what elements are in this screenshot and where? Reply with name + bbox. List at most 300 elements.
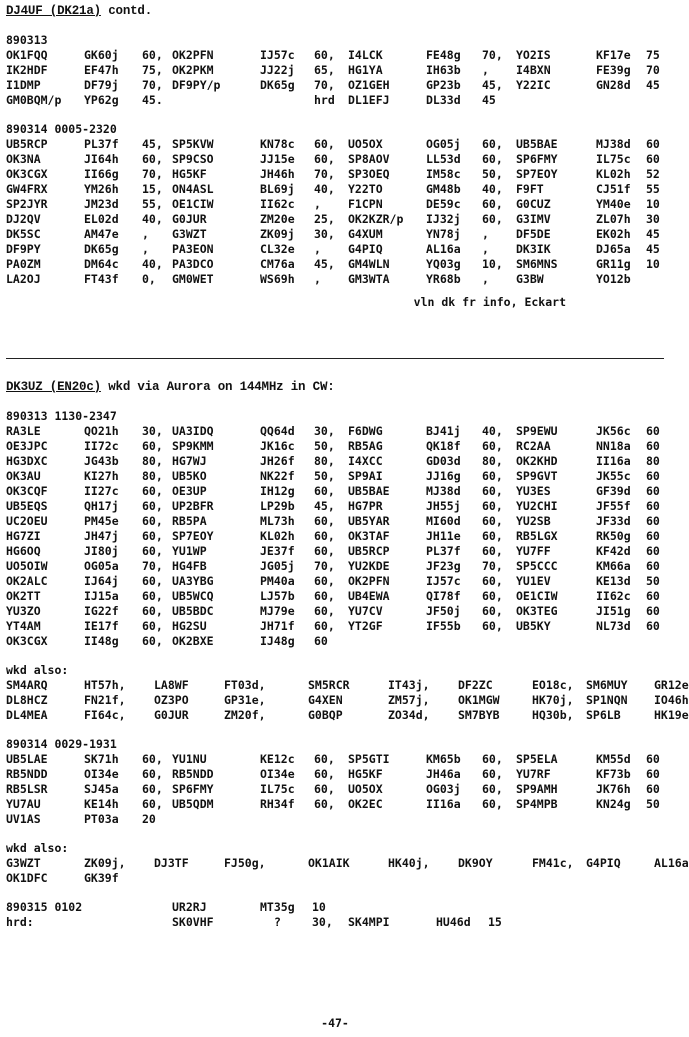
- qso-locator: GP23b: [426, 78, 461, 92]
- qso-value: 60,: [482, 197, 503, 211]
- qso-value: 45,: [314, 499, 335, 513]
- qso-call: UB5EQS: [6, 499, 48, 513]
- info-line: vln dk fr info, Eckart: [413, 295, 566, 309]
- qso-table: [6, 752, 666, 827]
- wkd-call: G4XEN: [308, 693, 343, 707]
- qso-call: HG1YA: [348, 63, 383, 77]
- qso-call: ON4ASL: [172, 182, 214, 196]
- qso-locator: KE12c: [260, 752, 295, 766]
- qso-value: 60,: [314, 619, 335, 633]
- qso-call: GM0WET: [172, 272, 214, 286]
- qso-call: UP2BFR: [172, 499, 214, 513]
- qso-locator: JH46h: [260, 167, 295, 181]
- qso-call: OK2PFN: [172, 48, 214, 62]
- qso-locator: IF55b: [426, 619, 461, 633]
- qso-call: SP2JYR: [6, 197, 48, 211]
- qso-value: 60,: [142, 544, 163, 558]
- qso-value: 65,: [314, 63, 335, 77]
- wkd-locator: ZK09j,: [84, 856, 126, 870]
- qso-locator: GK60j: [84, 48, 119, 62]
- qso-call: OK3TEG: [516, 604, 558, 618]
- table-row: [6, 544, 666, 559]
- wkd-call: LA8WF: [154, 678, 189, 692]
- qso-call: PA3DCO: [172, 257, 214, 271]
- log-date: 890313 1130-2347: [6, 409, 117, 423]
- qso-locator: PM40a: [260, 574, 295, 588]
- qso-call: HG7WJ: [172, 454, 207, 468]
- wkd-also-table: [6, 678, 689, 723]
- qso-locator: NK22f: [260, 469, 295, 483]
- wkd-locator: HQ30b,: [532, 708, 574, 722]
- qso-locator: IH63b: [426, 63, 461, 77]
- wkd-call: SP1NQN: [586, 693, 628, 707]
- qso-table: [6, 48, 666, 108]
- qso-value: 60: [646, 439, 660, 453]
- qso-locator: JH26f: [260, 454, 295, 468]
- qso-call: OK2PFN: [348, 574, 390, 588]
- qso-locator: MT35g: [260, 900, 295, 914]
- qso-call: HG6OQ: [6, 544, 41, 558]
- qso-value: 60,: [314, 604, 335, 618]
- table-row: [6, 619, 666, 634]
- qso-value: ,: [482, 227, 489, 241]
- qso-locator: II16a: [426, 797, 461, 811]
- wkd-call: OK1AIK: [308, 856, 350, 870]
- qso-value: 60: [646, 589, 660, 603]
- qso-value: 45.: [142, 93, 163, 107]
- qso-call: YO2IS: [516, 48, 551, 62]
- qso-value: 52: [646, 167, 660, 181]
- qso-locator: II72c: [84, 439, 119, 453]
- table-row: [6, 152, 666, 167]
- qso-call: YU7FF: [516, 544, 551, 558]
- qso-call: YU2CHI: [516, 499, 558, 513]
- qso-locator: II62c: [596, 589, 631, 603]
- qso-value: 60: [646, 767, 660, 781]
- qso-value: ,: [142, 227, 149, 241]
- qso-value: 10: [646, 257, 660, 271]
- qso-value: 60,: [314, 767, 335, 781]
- qso-value: 60,: [482, 499, 503, 513]
- qso-call: OK3NA: [6, 152, 41, 166]
- qso-locator: II48g: [84, 634, 119, 648]
- qso-call: I4LCK: [348, 48, 383, 62]
- qso-call: LA2OJ: [6, 272, 41, 286]
- qso-call: DL1EFJ: [348, 93, 390, 107]
- qso-locator: QQ64d: [260, 424, 295, 438]
- table-row: [6, 752, 666, 767]
- qso-value: 60,: [314, 48, 335, 62]
- qso-locator: GN28d: [596, 78, 631, 92]
- qso-value: 60: [646, 469, 660, 483]
- qso-locator: EL02d: [84, 212, 119, 226]
- wkd-call: DF2ZC: [458, 678, 493, 692]
- table-row: [6, 514, 666, 529]
- qso-locator: JJ22j: [260, 63, 295, 77]
- qso-locator: MI60d: [426, 514, 461, 528]
- qso-value: 40,: [142, 212, 163, 226]
- wkd-locator: GP31e,: [224, 693, 266, 707]
- qso-call: IK2HDF: [6, 63, 48, 77]
- qso-call: UB5QDM: [172, 797, 214, 811]
- log-date: 890314 0029-1931: [6, 737, 117, 751]
- wkd-call: SM5RCR: [308, 678, 350, 692]
- qso-value: 60,: [142, 604, 163, 618]
- qso-call: HG4FB: [172, 559, 207, 573]
- table-row: [6, 197, 666, 212]
- qso-locator: AM47e: [84, 227, 119, 241]
- qso-call: OK3TAF: [348, 529, 390, 543]
- table-row: [6, 167, 666, 182]
- wkd-locator: GK39f: [84, 871, 119, 885]
- qso-value: 60,: [482, 797, 503, 811]
- qso-call: F1CPN: [348, 197, 383, 211]
- qso-value: 60,: [142, 782, 163, 796]
- qso-locator: KF17e: [596, 48, 631, 62]
- qso-locator: JG43b: [84, 454, 119, 468]
- table-row: [6, 782, 666, 797]
- qso-call: RB5PA: [172, 514, 207, 528]
- qso-call: SP8AOV: [348, 152, 390, 166]
- qso-call: SP5KVW: [172, 137, 214, 151]
- qso-value: 60: [646, 782, 660, 796]
- qso-locator: SK71h: [84, 752, 119, 766]
- qso-value: ,: [482, 63, 489, 77]
- qso-value: 30,: [142, 424, 163, 438]
- qso-locator: NL73d: [596, 619, 631, 633]
- dj4uf-log-blocks: [6, 33, 666, 287]
- qso-call: UO5OIW: [6, 559, 48, 573]
- table-row: [6, 678, 689, 693]
- qso-locator: IL75c: [596, 152, 631, 166]
- qso-call: SM6MNS: [516, 257, 558, 271]
- qso-locator: WS69h: [260, 272, 295, 286]
- qso-value: 50: [646, 574, 660, 588]
- qso-value: 70,: [314, 559, 335, 573]
- qso-value: 60: [646, 137, 660, 151]
- qso-value: 60,: [482, 767, 503, 781]
- qso-call: I4XCC: [348, 454, 383, 468]
- qso-locator: KE14h: [84, 797, 119, 811]
- qso-call: OE3JPC: [6, 439, 48, 453]
- qso-call: YT2GF: [348, 619, 383, 633]
- qso-locator: OG03j: [426, 782, 461, 796]
- qso-value: 60,: [482, 782, 503, 796]
- qso-call: UB5RCP: [348, 544, 390, 558]
- qso-locator: SJ45a: [84, 782, 119, 796]
- qso-locator: PM45e: [84, 514, 119, 528]
- log-date: 890314 0005-2320: [6, 122, 117, 136]
- qso-call: UB5WCQ: [172, 589, 214, 603]
- qso-value: 60: [646, 544, 660, 558]
- qso-locator: KM65b: [426, 752, 461, 766]
- qso-value: 60,: [482, 752, 503, 766]
- qso-value: 60,: [142, 797, 163, 811]
- qso-value: 80,: [314, 454, 335, 468]
- qso-call: RA3LE: [6, 424, 41, 438]
- log-date: 890313: [6, 33, 48, 47]
- qso-value: 60,: [142, 529, 163, 543]
- qso-value: 70,: [142, 78, 163, 92]
- qso-call: YU2KDE: [348, 559, 390, 573]
- qso-call: UC2OEU: [6, 514, 48, 528]
- qso-call: HG7ZI: [6, 529, 41, 543]
- wkd-call: G0BQP: [308, 708, 343, 722]
- qso-value: 60,: [142, 767, 163, 781]
- qso-call: OZ1GEH: [348, 78, 390, 92]
- qso-call: HG3DXC: [6, 454, 48, 468]
- qso-value: 60,: [482, 212, 503, 226]
- qso-locator: JK76h: [596, 782, 631, 796]
- document-page: [6, 4, 666, 310]
- qso-locator: KL02h: [596, 167, 631, 181]
- wkd-call: OK1MGW: [458, 693, 500, 707]
- qso-call: SP9GVT: [516, 469, 558, 483]
- qso-value: 60,: [142, 574, 163, 588]
- qso-call: RC2AA: [516, 439, 551, 453]
- qso-call: PA0ZM: [6, 257, 41, 271]
- wkd-call: SM6MUY: [586, 678, 628, 692]
- table-row: [6, 439, 666, 454]
- qso-call: UB4EWA: [348, 589, 390, 603]
- qso-table: [6, 424, 666, 649]
- qso-locator: JH47j: [84, 529, 119, 543]
- wkd-locator: FM41c,: [532, 856, 574, 870]
- qso-value: ,: [314, 242, 321, 256]
- qso-value: 80,: [142, 469, 163, 483]
- qso-value: 45: [646, 227, 660, 241]
- wkd-locator: IT43j,: [388, 678, 430, 692]
- qso-value: 60,: [482, 529, 503, 543]
- qso-locator: IJ48g: [260, 634, 295, 648]
- wkd-locator: FJ50g,: [224, 856, 266, 870]
- qso-value: 60,: [482, 439, 503, 453]
- qso-call: F9FT: [516, 182, 544, 196]
- qso-call: YU3ES: [516, 484, 551, 498]
- wkd-locator: HK40j,: [388, 856, 430, 870]
- qso-locator: JJ16g: [426, 469, 461, 483]
- qso-call: UB5RCP: [6, 137, 48, 151]
- wkd-locator: IO46h: [654, 693, 689, 707]
- qso-call: G4XUM: [348, 227, 383, 241]
- qso-value: 15,: [142, 182, 163, 196]
- wkd-also-label: wkd also:: [6, 841, 69, 855]
- qso-call: RB5AG: [348, 439, 383, 453]
- qso-call: UR2RJ: [172, 900, 207, 914]
- qso-locator: MJ79e: [260, 604, 295, 618]
- section-call-dk3uz: DK3UZ (EN20c): [6, 380, 101, 394]
- qso-value: 60: [646, 424, 660, 438]
- qso-call: GM4WLN: [348, 257, 390, 271]
- qso-locator: DK65g: [84, 242, 119, 256]
- qso-value: 60,: [482, 544, 503, 558]
- qso-call: G3BW: [516, 272, 544, 286]
- wkd-call: G4PIQ: [586, 856, 621, 870]
- qso-value: 60,: [482, 137, 503, 151]
- wkd-call: G3WZT: [6, 856, 41, 870]
- qso-locator: JI80j: [84, 544, 119, 558]
- qso-value: 10: [312, 900, 326, 914]
- table-row: [6, 93, 666, 108]
- qso-value: 10: [646, 197, 660, 211]
- qso-locator: GF39d: [596, 484, 631, 498]
- qso-value: 60,: [314, 484, 335, 498]
- qso-value: 60,: [314, 514, 335, 528]
- qso-locator: KN78c: [260, 137, 295, 151]
- qso-locator: ZL07h: [596, 212, 631, 226]
- table-row: [6, 78, 666, 93]
- qso-value: ,: [314, 197, 321, 211]
- qso-value: 55,: [142, 197, 163, 211]
- qso-call: YU7RF: [516, 767, 551, 781]
- qso-value: 0,: [142, 272, 156, 286]
- qso-call: G0CUZ: [516, 197, 551, 211]
- qso-call: YU7AU: [6, 797, 41, 811]
- qso-value: 60,: [482, 574, 503, 588]
- qso-value: 70,: [482, 559, 503, 573]
- qso-call: UB5BAE: [348, 484, 390, 498]
- qso-locator: LL53d: [426, 152, 461, 166]
- qso-call: OE1CIW: [172, 197, 214, 211]
- table-row: [6, 182, 666, 197]
- qso-locator: YP62g: [84, 93, 119, 107]
- qso-locator: QK18f: [426, 439, 461, 453]
- qso-locator: IJ57c: [426, 574, 461, 588]
- qso-locator: JF23g: [426, 559, 461, 573]
- qso-locator: KL02h: [260, 529, 295, 543]
- qso-call: HG5KF: [348, 767, 383, 781]
- qso-locator: IE17f: [84, 619, 119, 633]
- qso-value: 60,: [142, 499, 163, 513]
- qso-call: OK3CQF: [6, 484, 48, 498]
- table-row: [6, 227, 666, 242]
- qso-call: DJ2QV: [6, 212, 41, 226]
- qso-locator: AL16a: [426, 242, 461, 256]
- qso-table: [6, 137, 666, 287]
- qso-call: DF9PY/p: [172, 78, 221, 92]
- qso-call: UA3IDQ: [172, 424, 214, 438]
- table-row: [6, 484, 666, 499]
- qso-value: 75: [646, 48, 660, 62]
- qso-call: YT4AM: [6, 619, 41, 633]
- qso-value: 50,: [314, 469, 335, 483]
- qso-call: RB5NDD: [6, 767, 48, 781]
- qso-locator: JG05j: [260, 559, 295, 573]
- qso-locator: YN78j: [426, 227, 461, 241]
- qso-value: 60: [646, 559, 660, 573]
- qso-locator: RH34f: [260, 797, 295, 811]
- wkd-locator: HK19e: [654, 708, 689, 722]
- qso-call: RB5NDD: [172, 767, 214, 781]
- qso-call: RB5LSR: [6, 782, 48, 796]
- qso-value: 55: [646, 182, 660, 196]
- wkd-call: DK9OY: [458, 856, 493, 870]
- qso-locator: II62c: [260, 197, 295, 211]
- qso-value: 60,: [482, 152, 503, 166]
- wkd-locator: GR12e: [654, 678, 689, 692]
- qso-value: 30,: [312, 915, 333, 929]
- qso-call: G3WZT: [172, 227, 207, 241]
- qso-locator: PT03a: [84, 812, 119, 826]
- qso-call: SP9AI: [348, 469, 383, 483]
- wkd-call: DL4MEA: [6, 708, 48, 722]
- qso-locator: JF55f: [596, 499, 631, 513]
- qso-value: ,: [482, 242, 489, 256]
- qso-call: OE1CIW: [516, 589, 558, 603]
- qso-locator: QO21h: [84, 424, 119, 438]
- wkd-locator: ZM57j,: [388, 693, 430, 707]
- qso-call: SP9AMH: [516, 782, 558, 796]
- qso-value: 60,: [482, 619, 503, 633]
- qso-value: 70,: [142, 559, 163, 573]
- qso-locator: QH17j: [84, 499, 119, 513]
- qso-call: GM0BQM/p: [6, 93, 62, 107]
- section-heading-dk3uz: [6, 380, 666, 395]
- table-row: [6, 797, 666, 812]
- qso-call: OK3AU: [6, 469, 41, 483]
- qso-call: HG7PR: [348, 499, 383, 513]
- qso-call: YU2SB: [516, 514, 551, 528]
- qso-value: 60: [646, 499, 660, 513]
- qso-call: SP6FMY: [516, 152, 558, 166]
- qso-locator: GM48b: [426, 182, 461, 196]
- qso-locator: RK50g: [596, 529, 631, 543]
- qso-call: SP6FMY: [172, 782, 214, 796]
- qso-call: YU1WP: [172, 544, 207, 558]
- qso-locator: IJ15a: [84, 589, 119, 603]
- qso-call: UB5KO: [172, 469, 207, 483]
- section-suffix-dj4uf: contd.: [100, 4, 153, 18]
- wkd-also-label: wkd also:: [6, 663, 69, 677]
- qso-call: OK3CGX: [6, 634, 48, 648]
- table-row: [6, 589, 666, 604]
- qso-locator: EF47h: [84, 63, 119, 77]
- table-row: [6, 454, 666, 469]
- qso-locator: II66g: [84, 167, 119, 181]
- qso-locator: JE37f: [260, 544, 295, 558]
- qso-call: SP5GTI: [348, 752, 390, 766]
- qso-value: 75,: [142, 63, 163, 77]
- qso-call: G3IMV: [516, 212, 551, 226]
- qso-value: 60,: [142, 634, 163, 648]
- qso-locator: OG05j: [426, 137, 461, 151]
- qso-value: 60,: [142, 752, 163, 766]
- qso-call: YU7CV: [348, 604, 383, 618]
- section-call-dj4uf: DJ4UF (DK21a): [6, 4, 101, 18]
- qso-locator: CM76a: [260, 257, 295, 271]
- qso-locator: JJ15e: [260, 152, 295, 166]
- qso-call: G4PIQ: [348, 242, 383, 256]
- qso-locator: IH12g: [260, 484, 295, 498]
- qso-locator: KN24g: [596, 797, 631, 811]
- qso-locator: OG05a: [84, 559, 119, 573]
- qso-call: DF9PY: [6, 242, 41, 256]
- qso-call: OK1FQQ: [6, 48, 48, 62]
- qso-value: 45: [646, 78, 660, 92]
- qso-call: I4BXN: [516, 63, 551, 77]
- table-row: [6, 604, 666, 619]
- qso-value: 70,: [482, 48, 503, 62]
- qso-call: YU1NU: [172, 752, 207, 766]
- qso-value: 80,: [482, 454, 503, 468]
- qso-locator: MJ38d: [596, 137, 631, 151]
- qso-call: YU1EV: [516, 574, 551, 588]
- table-row: [6, 574, 666, 589]
- wkd-locator: EO18c,: [532, 678, 574, 692]
- qso-value: 70,: [314, 167, 335, 181]
- qso-call: G0JUR: [172, 212, 207, 226]
- table-row: [6, 708, 689, 723]
